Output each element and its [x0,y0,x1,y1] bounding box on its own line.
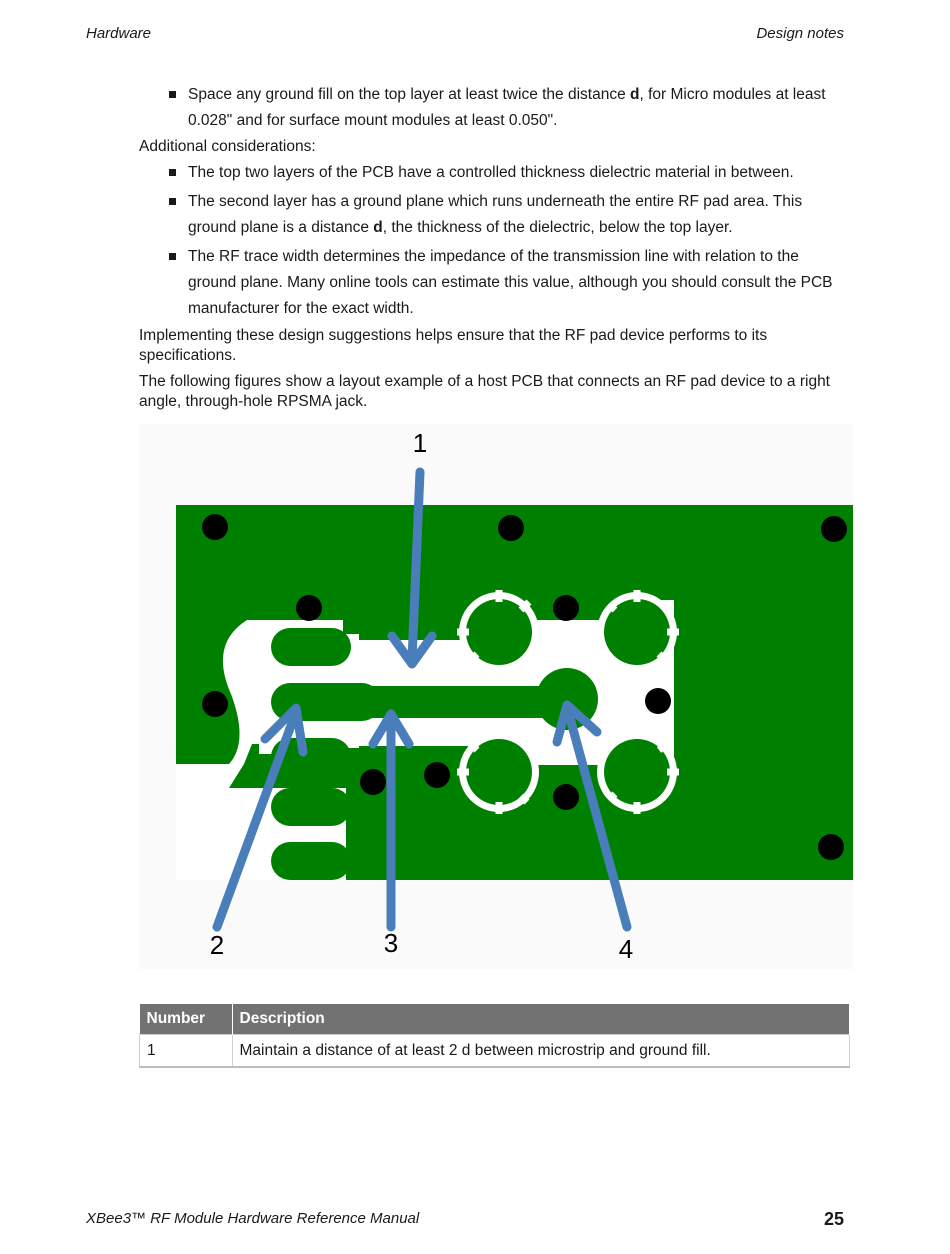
running-header-chapter: Design notes [756,25,844,42]
board-strip-top [343,620,367,634]
pad-side-strip [351,782,359,880]
bullet-list-top [139,82,851,134]
page-number: 25 [823,1209,844,1229]
bullet-list-considerations [139,160,851,322]
cell-number: 1 [140,1035,233,1068]
column-header-number: Number [140,1004,233,1035]
rf-pad-finger-5 [271,842,351,880]
rf-pad-finger-1 [271,628,351,666]
paragraph-figures: The following figures show a layout example of a host PCB that connects an RF pad device to a right angle, through-hole RPSMA jack. [139,373,830,410]
footer-manual-title: XBee3™ RF Module Hardware Reference Manual [86,1210,420,1227]
rf-pad-finger-4 [271,788,351,826]
callout-description-table [139,1004,850,1068]
callout-label-2: 2 [209,930,225,960]
bullet-ground-fill-spacing: Space any ground fill on the top layer at least twice the distance d, for Micro modules at least 0.028" and for surface mount modules at least 0.050". [188,82,851,134]
body-text [139,82,851,412]
bullet-trace-width: The RF trace width determines the impedance of the transmission line with relation to the ground plane. Many online tools can estimate this value, although you should consult the PCB manufacturer for the exact width. [188,244,851,322]
paragraph-implementing: Implementing these design suggestions helps ensure that the RF pad device performs to its specifications. [139,327,768,364]
bullet-ground-plane: The second layer has a ground plane which runs underneath the entire RF pad area. This ground plane is a distance d, the thickness of the dielectric, below the top layer. [188,189,851,241]
table-row [140,1035,850,1068]
column-header-description: Description [232,1004,850,1035]
callout-label-4: 4 [618,934,634,964]
pcb-layout-figure [139,424,854,969]
bullet-dielectric: The top two layers of the PCB have a controlled thickness dielectric material in between. [188,160,851,186]
cell-description: Maintain a distance of at least 2 d between microstrip and ground fill. [232,1035,850,1068]
callout-label-1: 1 [412,428,428,458]
callout-label-3: 3 [383,928,399,958]
running-header-section: Hardware [86,25,152,42]
additional-considerations-heading: Additional considerations: [139,138,316,155]
table-header-row [140,1004,850,1035]
